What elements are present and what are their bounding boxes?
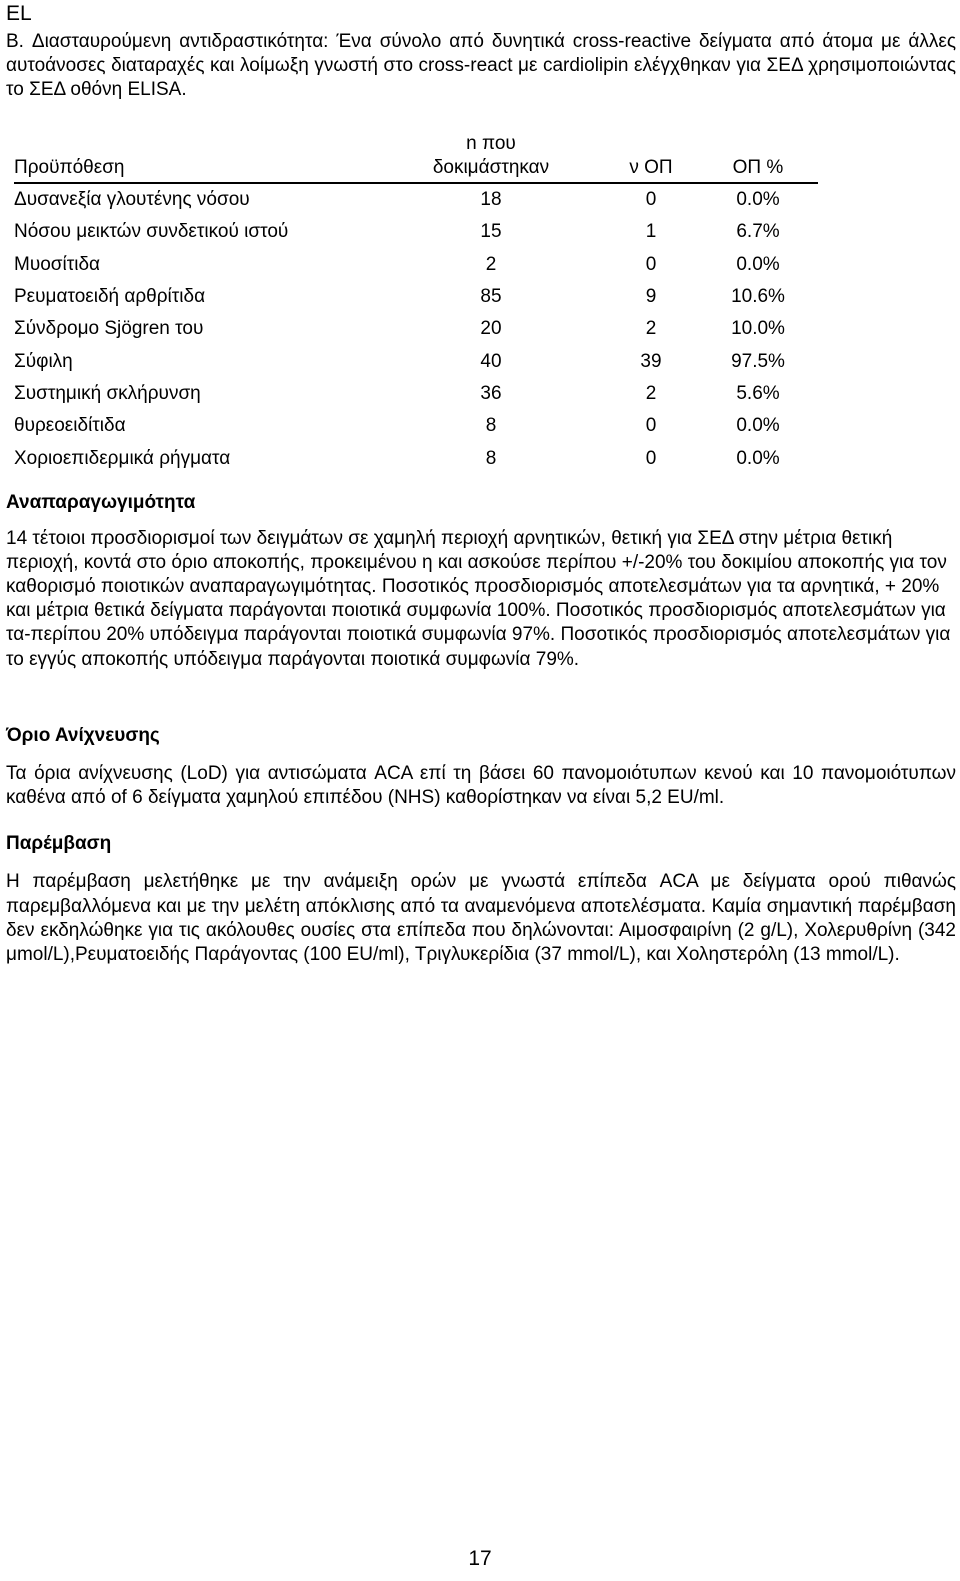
cell-n-tested: 8 (485, 447, 497, 469)
table-row (14, 249, 818, 281)
header-n-positive: ν ΟΠ (604, 132, 698, 183)
table-header-row (14, 132, 818, 183)
table-row (14, 216, 818, 248)
language-code: EL (6, 2, 32, 25)
cell-percent-positive: 10.0% (731, 318, 785, 340)
reproducibility-paragraph: 14 τέτοιοι προσδιορισμοί των δειγμάτων σε χαμηλή περιοχή αρνητικών, θετική για ΣΕΔ στην μέτρια θετική περιοχή, κοντά στο όριο αποκοπής, προκειμένου η και ασκούσε περίπου +/-20% του δοκιμίου αποκοπής για τον καθορισμό ποιοτικών αναπαραγωγιμότητας. Ποσοτικός προσδιορισμός αποτελεσμάτων για τα αρνητικά, + 20% και μέτρια θετικά δείγματα παράγονται ποιοτικά συμφωνία 100%. Ποσοτικός προσδιορισμός αποτελεσμάτων για τα-περίπου 20% υπόδειγμα παράγονται ποιοτικά συμφωνία 97%. Ποσοτικός προσδιορισμός αποτελεσμάτων για το εγγύς αποκοπής υπόδειγμα παράγονται ποιοτικά συμφωνία 79%. (6, 527, 951, 670)
cell-percent-positive: 6.7% (736, 221, 780, 243)
cross-reactivity-table (14, 132, 818, 475)
cell-n-positive: 0 (645, 253, 657, 275)
cell-percent-positive: 0.0% (736, 447, 780, 469)
header-condition: Προϋπόθεση (14, 132, 378, 183)
cell-n-positive: 9 (645, 286, 657, 308)
header-n-tested-line2: δοκιμάστηκαν (432, 157, 550, 178)
cell-condition: Σύνδρομο Sjögren του (14, 318, 204, 340)
cell-condition: Χοριοεπιδερμικά ρήγματα (14, 447, 231, 469)
cross-reactivity-intro: B. Διασταυρούμενη αντιδραστικότητα: Ένα σύνολο από δυνητικά cross-reactive δείγματα από άτομα με άλλες αυτοάνοσες διαταραχές και λοίμωξη γνωστή στο cross-react με cardiolipin ελέγχθηκαν για ΣΕΔ χρησιμοποιώντας το ΣΕΔ οθόνη ELISA. (6, 31, 956, 100)
table-row (14, 410, 818, 442)
table-row (14, 183, 818, 216)
cell-condition: Νόσου μεικτών συνδετικού ιστού (14, 221, 289, 243)
cell-n-positive: 39 (640, 350, 662, 372)
cell-percent-positive: 0.0% (736, 415, 780, 437)
header-percent-positive: ΟΠ % (698, 132, 818, 183)
cell-n-positive: 0 (645, 189, 657, 211)
cell-percent-positive: 0.0% (736, 253, 780, 275)
cell-percent-positive: 97.5% (731, 350, 785, 372)
cell-n-positive: 1 (645, 221, 657, 243)
cell-n-positive: 0 (645, 447, 657, 469)
cell-n-tested: 36 (480, 382, 502, 404)
cell-n-positive: 2 (645, 318, 657, 340)
cell-n-tested: 18 (480, 189, 502, 211)
table-row (14, 442, 818, 474)
reproducibility-heading: Αναπαραγωγιμότητα (6, 491, 196, 513)
cell-percent-positive: 5.6% (736, 382, 780, 404)
cell-percent-positive: 0.0% (736, 189, 780, 211)
cell-n-tested: 2 (485, 253, 497, 275)
table-row (14, 281, 818, 313)
cell-n-tested: 85 (480, 286, 502, 308)
interference-heading: Παρέμβαση (6, 833, 112, 855)
cell-n-tested: 15 (480, 221, 502, 243)
cell-n-tested: 40 (480, 350, 502, 372)
cell-condition: Μυοσίτιδα (14, 253, 101, 275)
interference-paragraph: Η παρέμβαση μελετήθηκε με την ανάμειξη ορών με γνωστά επίπεδα ACA με δείγματα ορού πιθανώς παρεμβαλλόμενα και με την μελέτη απόκλισης από τα αναμενόμενα αποτελέσματα. Καμία σημαντική παρέμβαση δεν εκδηλώθηκε για τις ακόλουθες ουσίες στα επίπεδα που δηλώνονται: Αιμοσφαιρίνη (2 g/L), Χολερυθρίνη (342 μmol/L),Ρευματοειδής Παράγοντας (100 EU/ml), Τριγλυκερίδια (37 mmol/L), και Χοληστερόλη (13 mmol/L). (6, 871, 956, 965)
cell-condition: Δυσανεξία γλουτένης νόσου (14, 189, 250, 211)
table-row (14, 345, 818, 377)
page-number: 17 (468, 1547, 492, 1570)
cell-n-tested: 8 (485, 415, 497, 437)
cell-condition: θυρεοειδίτιδα (14, 415, 126, 437)
cell-n-positive: 2 (645, 382, 657, 404)
table-row (14, 313, 818, 345)
cell-n-tested: 20 (480, 318, 502, 340)
detection-limit-paragraph: Τα όρια ανίχνευσης (LoD) για αντισώματα ACA επί τη βάσει 60 πανομοιότυπων κενού και 10 πανομοιότυπων καθένα από of 6 δείγματα χαμηλού επιπέδου (NHS) καθορίστηκαν να είναι 5,2 EU/ml. (6, 762, 956, 809)
header-n-tested (378, 132, 604, 183)
cell-percent-positive: 10.6% (731, 286, 785, 308)
cell-condition: Σύφιλη (14, 350, 73, 372)
cell-condition: Συστημική σκλήρυνση (14, 382, 201, 404)
cell-n-positive: 0 (645, 415, 657, 437)
cell-condition: Ρευματοειδή αρθρίτιδα (14, 286, 206, 308)
header-n-tested-line1: n που (466, 133, 516, 154)
detection-limit-heading: Όριο Ανίχνευσης (6, 724, 160, 746)
table-row (14, 378, 818, 410)
